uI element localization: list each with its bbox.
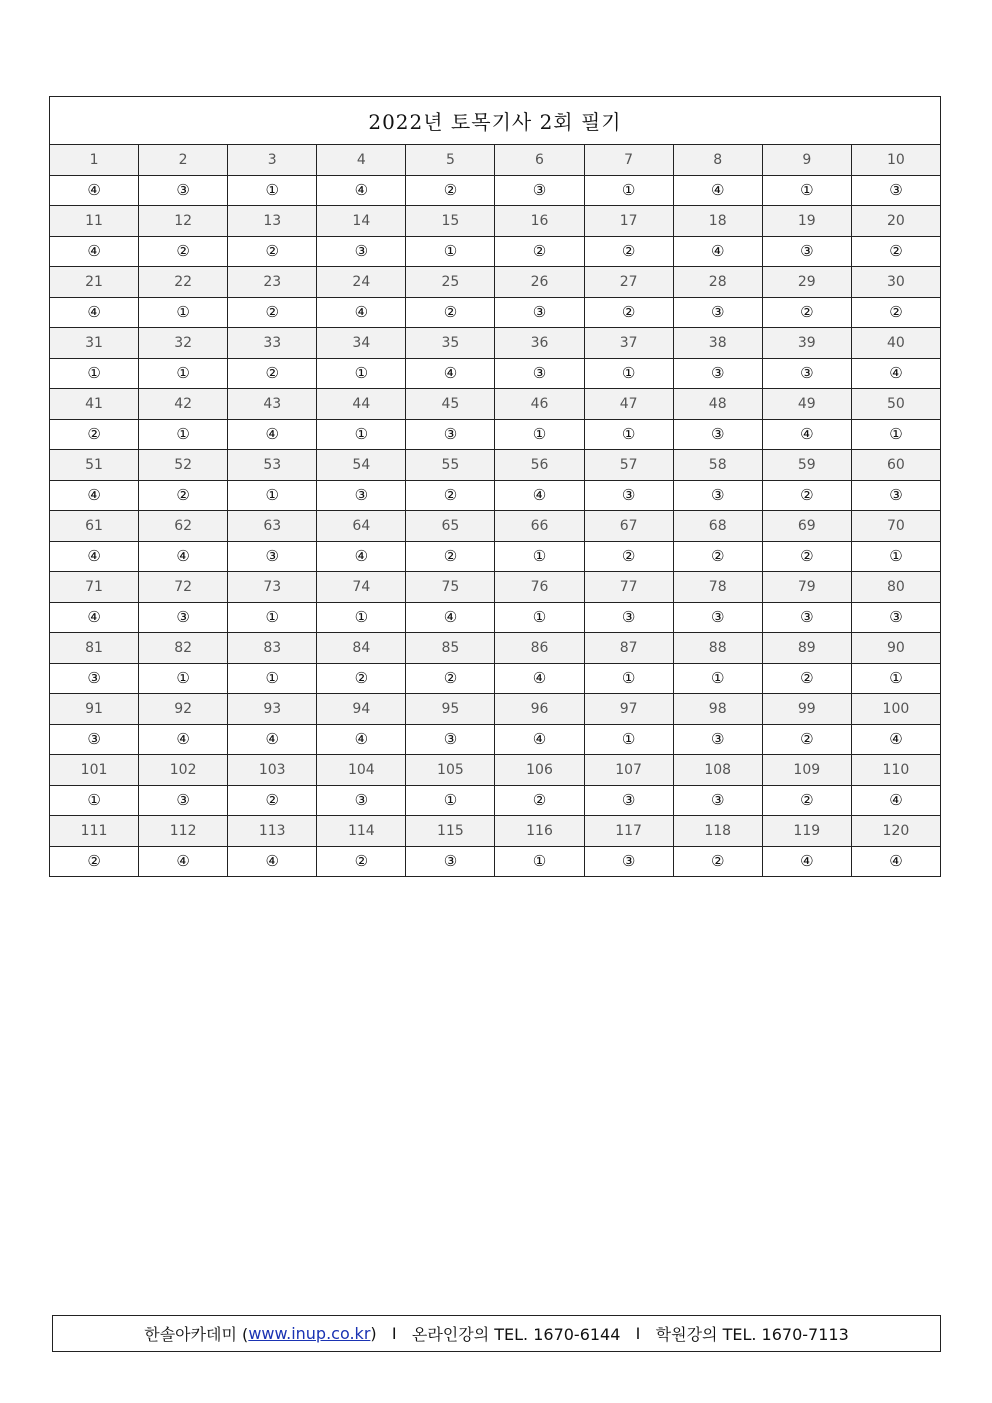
answer-cell: ② [228,297,317,328]
question-number-cell: 106 [495,755,584,786]
answer-cell: ① [584,175,673,206]
answer-cell: ① [317,419,406,450]
answer-row [50,358,941,389]
answer-table [49,96,941,877]
answer-cell: ① [228,175,317,206]
answer-cell: ④ [406,358,495,389]
question-number-cell: 27 [584,267,673,298]
question-number-cell: 25 [406,267,495,298]
question-number-cell: 41 [50,389,139,420]
answer-cell: ③ [851,175,940,206]
question-number-cell: 11 [50,206,139,237]
answer-cell: ② [762,724,851,755]
answer-cell: ③ [584,846,673,877]
question-number-cell: 47 [584,389,673,420]
question-number-row [50,816,941,847]
question-number-cell: 51 [50,450,139,481]
question-number-cell: 83 [228,633,317,664]
question-number-cell: 8 [673,145,762,176]
sheet-title: 2022년 토목기사 2회 필기 [50,97,941,145]
question-number-cell: 69 [762,511,851,542]
answer-cell: ② [762,480,851,511]
answer-cell: ④ [406,602,495,633]
question-number-row [50,755,941,786]
answer-cell: ① [139,297,228,328]
question-number-cell: 96 [495,694,584,725]
answer-cell: ② [762,541,851,572]
answer-table-body [50,97,941,877]
question-number-cell: 77 [584,572,673,603]
answer-cell: ③ [762,236,851,267]
footer-academy-phone: 학원강의 TEL. 1670-7113 [655,1325,849,1344]
title-row [50,97,941,145]
question-number-cell: 33 [228,328,317,359]
answer-cell: ② [228,236,317,267]
answer-cell: ① [584,663,673,694]
answer-cell: ③ [228,541,317,572]
answer-row [50,175,941,206]
question-number-cell: 101 [50,755,139,786]
question-number-cell: 1 [50,145,139,176]
footer-academy: 한솔아카데미 ( [144,1325,249,1344]
question-number-cell: 102 [139,755,228,786]
answer-cell: ② [139,236,228,267]
answer-cell: ④ [317,175,406,206]
answer-cell: ① [495,602,584,633]
answer-cell: ① [584,419,673,450]
answer-cell: ④ [851,358,940,389]
question-number-cell: 79 [762,572,851,603]
answer-cell: ② [317,846,406,877]
question-number-cell: 18 [673,206,762,237]
answer-cell: ① [139,663,228,694]
question-number-cell: 12 [139,206,228,237]
answer-cell: ③ [317,480,406,511]
question-number-cell: 71 [50,572,139,603]
answer-cell: ④ [50,297,139,328]
question-number-cell: 61 [50,511,139,542]
answer-cell: ① [139,358,228,389]
answer-cell: ① [317,602,406,633]
answer-cell: ② [584,297,673,328]
question-number-cell: 45 [406,389,495,420]
answer-cell: ④ [495,663,584,694]
question-number-cell: 114 [317,816,406,847]
question-number-cell: 104 [317,755,406,786]
answer-cell: ④ [228,846,317,877]
answer-cell: ② [139,480,228,511]
answer-cell: ② [317,663,406,694]
answer-cell: ③ [317,785,406,816]
answer-cell: ② [406,541,495,572]
answer-cell: ① [228,663,317,694]
question-number-cell: 21 [50,267,139,298]
question-number-cell: 20 [851,206,940,237]
answer-cell: ① [50,785,139,816]
question-number-cell: 111 [50,816,139,847]
question-number-cell: 56 [495,450,584,481]
question-number-cell: 98 [673,694,762,725]
question-number-cell: 87 [584,633,673,664]
question-number-cell: 80 [851,572,940,603]
question-number-cell: 68 [673,511,762,542]
answer-cell: ③ [851,480,940,511]
question-number-cell: 109 [762,755,851,786]
answer-cell: ② [673,541,762,572]
question-number-cell: 90 [851,633,940,664]
question-number-cell: 84 [317,633,406,664]
footer-separator: I [620,1324,656,1343]
question-number-cell: 119 [762,816,851,847]
answer-cell: ② [762,297,851,328]
question-number-cell: 103 [228,755,317,786]
answer-cell: ① [317,358,406,389]
answer-row [50,480,941,511]
footer-banner [52,1315,941,1352]
question-number-cell: 89 [762,633,851,664]
answer-cell: ③ [584,785,673,816]
answer-cell: ③ [50,724,139,755]
answer-cell: ② [50,846,139,877]
question-number-cell: 16 [495,206,584,237]
answer-cell: ② [228,785,317,816]
question-number-cell: 112 [139,816,228,847]
answer-cell: ① [851,419,940,450]
answer-row [50,785,941,816]
question-number-cell: 24 [317,267,406,298]
answer-cell: ④ [139,541,228,572]
answer-cell: ② [406,480,495,511]
answer-cell: ③ [495,358,584,389]
question-number-cell: 75 [406,572,495,603]
question-number-cell: 72 [139,572,228,603]
answer-cell: ② [762,663,851,694]
answer-cell: ① [228,480,317,511]
answer-cell: ④ [495,724,584,755]
answer-cell: ④ [317,724,406,755]
question-number-cell: 67 [584,511,673,542]
answer-cell: ② [406,663,495,694]
question-number-cell: 52 [139,450,228,481]
question-number-row [50,511,941,542]
question-number-cell: 66 [495,511,584,542]
question-number-cell: 15 [406,206,495,237]
question-number-cell: 113 [228,816,317,847]
question-number-cell: 50 [851,389,940,420]
answer-cell: ④ [139,846,228,877]
question-number-cell: 42 [139,389,228,420]
question-number-cell: 74 [317,572,406,603]
question-number-cell: 85 [406,633,495,664]
answer-cell: ② [50,419,139,450]
footer-online-phone: 온라인강의 TEL. 1670-6144 [411,1325,621,1344]
answer-cell: ① [584,358,673,389]
answer-cell: ① [139,419,228,450]
question-number-cell: 78 [673,572,762,603]
answer-row [50,236,941,267]
answer-cell: ③ [673,602,762,633]
question-number-cell: 63 [228,511,317,542]
question-number-cell: 31 [50,328,139,359]
answer-cell: ② [495,785,584,816]
question-number-cell: 86 [495,633,584,664]
question-number-cell: 92 [139,694,228,725]
answer-cell: ③ [495,297,584,328]
question-number-cell: 22 [139,267,228,298]
question-number-cell: 17 [584,206,673,237]
answer-cell: ④ [50,480,139,511]
answer-cell: ③ [406,724,495,755]
question-number-cell: 110 [851,755,940,786]
answer-cell: ④ [762,419,851,450]
answer-cell: ③ [139,785,228,816]
question-number-cell: 55 [406,450,495,481]
question-number-row [50,633,941,664]
question-number-cell: 82 [139,633,228,664]
question-number-cell: 13 [228,206,317,237]
question-number-cell: 48 [673,389,762,420]
question-number-cell: 53 [228,450,317,481]
answer-cell: ④ [228,724,317,755]
question-number-cell: 108 [673,755,762,786]
answer-cell: ④ [50,541,139,572]
question-number-cell: 57 [584,450,673,481]
answer-cell: ① [228,602,317,633]
answer-cell: ③ [673,358,762,389]
answer-cell: ① [406,236,495,267]
question-number-row [50,145,941,176]
question-number-cell: 65 [406,511,495,542]
answer-cell: ① [495,846,584,877]
answer-row [50,602,941,633]
question-number-cell: 36 [495,328,584,359]
answer-cell: ① [762,175,851,206]
question-number-cell: 46 [495,389,584,420]
answer-cell: ② [228,358,317,389]
answer-cell: ③ [139,175,228,206]
answer-cell: ① [495,541,584,572]
question-number-cell: 49 [762,389,851,420]
answer-cell: ④ [851,785,940,816]
answer-cell: ④ [50,175,139,206]
answer-cell: ① [406,785,495,816]
question-number-cell: 105 [406,755,495,786]
question-number-cell: 97 [584,694,673,725]
answer-cell: ③ [673,785,762,816]
question-number-cell: 3 [228,145,317,176]
question-number-cell: 64 [317,511,406,542]
question-number-row [50,206,941,237]
question-number-cell: 91 [50,694,139,725]
answer-row [50,419,941,450]
question-number-cell: 5 [406,145,495,176]
answer-cell: ④ [851,724,940,755]
answer-cell: ② [495,236,584,267]
answer-cell: ② [673,846,762,877]
answer-cell: ① [50,358,139,389]
answer-cell: ③ [584,602,673,633]
question-number-cell: 76 [495,572,584,603]
answer-cell: ③ [762,358,851,389]
answer-cell: ② [584,541,673,572]
answer-cell: ④ [50,236,139,267]
answer-row [50,663,941,694]
answer-cell: ② [584,236,673,267]
answer-cell: ① [584,724,673,755]
answer-cell: ③ [317,236,406,267]
question-number-row [50,267,941,298]
question-number-cell: 34 [317,328,406,359]
question-number-cell: 94 [317,694,406,725]
question-number-cell: 23 [228,267,317,298]
answer-row [50,297,941,328]
question-number-cell: 100 [851,694,940,725]
question-number-cell: 2 [139,145,228,176]
question-number-cell: 4 [317,145,406,176]
question-number-cell: 35 [406,328,495,359]
answer-cell: ③ [406,846,495,877]
answer-cell: ③ [673,480,762,511]
answer-cell: ③ [673,724,762,755]
question-number-cell: 120 [851,816,940,847]
question-number-row [50,389,941,420]
question-number-cell: 44 [317,389,406,420]
question-number-cell: 10 [851,145,940,176]
question-number-cell: 30 [851,267,940,298]
question-number-row [50,450,941,481]
answer-row [50,541,941,572]
answer-cell: ③ [495,175,584,206]
answer-cell: ④ [762,846,851,877]
question-number-cell: 116 [495,816,584,847]
question-number-cell: 29 [762,267,851,298]
question-number-cell: 59 [762,450,851,481]
answer-cell: ③ [406,419,495,450]
question-number-cell: 95 [406,694,495,725]
question-number-cell: 107 [584,755,673,786]
answer-cell: ④ [673,175,762,206]
answer-cell: ② [762,785,851,816]
question-number-cell: 40 [851,328,940,359]
question-number-cell: 28 [673,267,762,298]
answer-cell: ③ [584,480,673,511]
question-number-cell: 54 [317,450,406,481]
answer-cell: ④ [851,846,940,877]
question-number-cell: 38 [673,328,762,359]
answer-cell: ① [851,663,940,694]
answer-cell: ① [851,541,940,572]
question-number-cell: 6 [495,145,584,176]
footer-separator: I [376,1324,412,1343]
question-number-cell: 118 [673,816,762,847]
question-number-cell: 73 [228,572,317,603]
answer-cell: ③ [762,602,851,633]
answer-cell: ③ [50,663,139,694]
answer-cell: ② [406,175,495,206]
answer-cell: ④ [495,480,584,511]
question-number-cell: 43 [228,389,317,420]
question-number-cell: 115 [406,816,495,847]
question-number-cell: 81 [50,633,139,664]
answer-cell: ④ [317,297,406,328]
question-number-cell: 9 [762,145,851,176]
question-number-cell: 117 [584,816,673,847]
question-number-row [50,572,941,603]
question-number-cell: 14 [317,206,406,237]
question-number-cell: 60 [851,450,940,481]
answer-cell: ④ [139,724,228,755]
answer-row [50,846,941,877]
answer-cell: ③ [851,602,940,633]
question-number-cell: 70 [851,511,940,542]
footer-close-paren: ) [370,1324,377,1343]
footer-website-link[interactable]: www.inup.co.kr [248,1324,371,1343]
question-number-cell: 62 [139,511,228,542]
question-number-cell: 32 [139,328,228,359]
answer-cell: ① [673,663,762,694]
answer-cell: ① [495,419,584,450]
answer-cell: ④ [228,419,317,450]
question-number-cell: 93 [228,694,317,725]
question-number-cell: 26 [495,267,584,298]
answer-cell: ③ [673,419,762,450]
answer-cell: ④ [673,236,762,267]
answer-cell: ② [851,297,940,328]
answer-cell: ② [851,236,940,267]
question-number-cell: 88 [673,633,762,664]
question-number-cell: 37 [584,328,673,359]
question-number-row [50,328,941,359]
question-number-cell: 39 [762,328,851,359]
question-number-cell: 99 [762,694,851,725]
answer-cell: ④ [317,541,406,572]
question-number-cell: 19 [762,206,851,237]
answer-cell: ③ [673,297,762,328]
answer-cell: ② [406,297,495,328]
answer-cell: ③ [139,602,228,633]
answer-cell: ④ [50,602,139,633]
question-number-row [50,694,941,725]
question-number-cell: 7 [584,145,673,176]
answer-row [50,724,941,755]
question-number-cell: 58 [673,450,762,481]
